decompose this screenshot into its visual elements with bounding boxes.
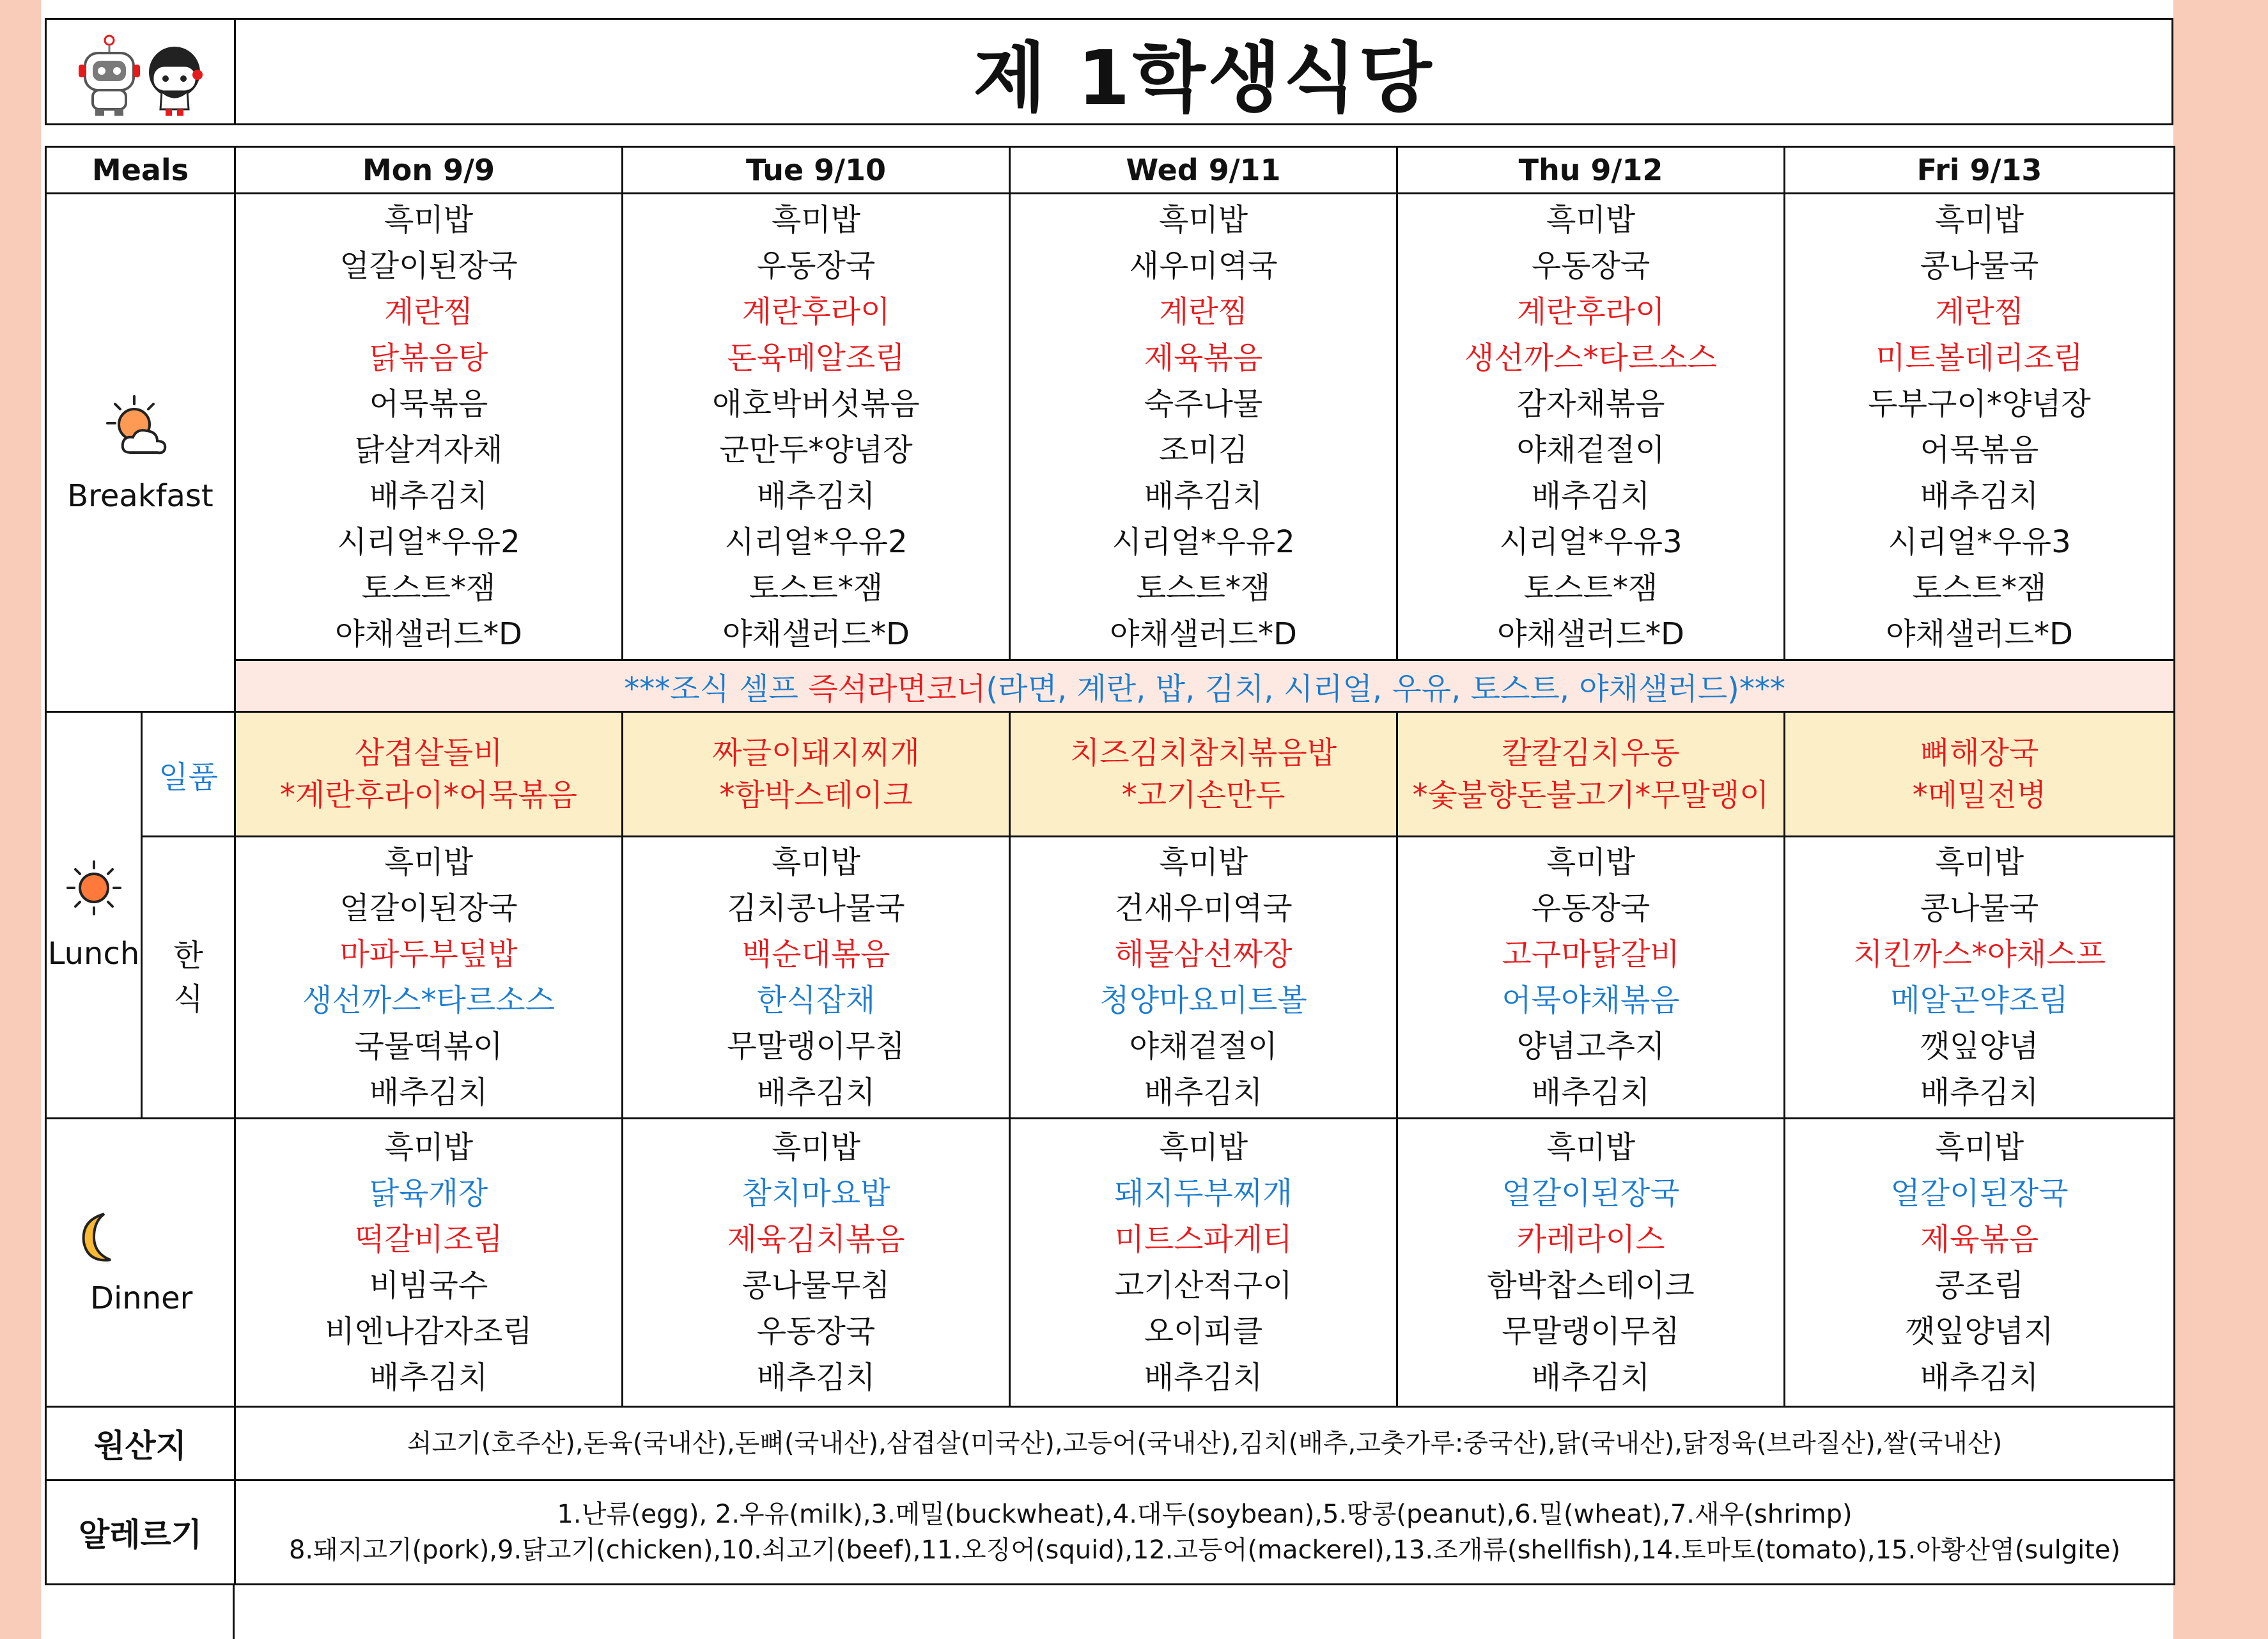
hansik-thu <box>1397 837 1785 1119</box>
dish-item: 청양마요미트볼 <box>1099 983 1307 1018</box>
dish-item: 얼갈이된장국 <box>1890 1176 2069 1211</box>
breakfast-label: Breakfast <box>67 478 214 514</box>
dish-item: 돈육메알조림 <box>727 339 905 376</box>
dish-item: 흑미밥 <box>1934 1130 2024 1165</box>
dish-item: 흑미밥 <box>771 1130 861 1165</box>
dish-item: 흑미밥 <box>1158 201 1248 238</box>
dish-item: 생선까스*타르소스 <box>302 983 555 1018</box>
breakfast-row <box>46 194 2175 660</box>
allergy-line-1: 1.난류(egg), 2.우유(milk),3.메밀(buckwheat),4.대두(soybean),5.땅콩(peanut),6.밀(wheat),7.새우(shrimp) <box>557 1500 1852 1529</box>
dish-item: 계란찜 <box>1934 293 2024 330</box>
dish-item: 흑미밥 <box>1934 844 2024 880</box>
dish-item: 콩나물국 <box>1920 890 2039 926</box>
dish-item: 비엔나감자조림 <box>325 1314 532 1349</box>
lunch-label-cell <box>46 712 142 1119</box>
dish-item: 배추김치 <box>756 1075 876 1110</box>
dish-item: 제육볶음 <box>1920 1222 2039 1257</box>
hansik-label <box>142 837 235 1119</box>
header-row <box>46 147 2175 194</box>
dish-item: 계란찜 <box>1158 293 1248 330</box>
dish-item: 군만두*양념장 <box>719 431 913 468</box>
allergy-row <box>46 1480 2175 1585</box>
dish-item: 시리얼*우유3 <box>1888 524 2071 560</box>
dish-item: 배추김치 <box>1920 478 2039 514</box>
dish-item: 배추김치 <box>369 1075 488 1110</box>
dish-item: 야채겉절이 <box>1129 1029 1278 1064</box>
dish-item: 카레라이스 <box>1516 1222 1665 1257</box>
mascot-logo <box>47 20 236 123</box>
dish-item: 흑미밥 <box>1158 844 1248 880</box>
dish-item: 야채샐러드*D <box>722 616 910 652</box>
allergy-line-2: 8.돼지고기(pork),9.닭고기(chicken),10.쇠고기(beef),11.오징어(squid),12.고등어(mackerel),13.조개류(shellfish),14.토마토(tomato),15.아황산염(sulgite) <box>288 1535 2121 1565</box>
dish-item: 흑미밥 <box>1546 1130 1636 1165</box>
ilpum-dish: *메밀전병 <box>1912 777 2047 813</box>
dish-item: 백순대볶음 <box>742 936 890 972</box>
dish-item: 어묵볶음 <box>369 385 488 422</box>
dish-item: 제육김치볶음 <box>727 1222 905 1257</box>
lunch-label: Lunch <box>47 935 140 972</box>
breakfast-wed <box>1010 194 1397 660</box>
dinner-row <box>46 1119 2175 1407</box>
dish-item: 흑미밥 <box>1546 844 1636 880</box>
dish-item: 감자채볶음 <box>1516 385 1665 422</box>
dish-item: 야채샐러드*D <box>1886 616 2073 652</box>
dish-item: 생선까스*타르소스 <box>1464 339 1717 376</box>
dinner-label: Dinner <box>90 1280 193 1316</box>
dish-item: 메알곤약조림 <box>1890 983 2069 1018</box>
lunch-hansik-row <box>46 837 2175 1119</box>
dish-item: 국물떡볶이 <box>354 1029 503 1064</box>
dish-item: 무말랭이무침 <box>1502 1314 1680 1349</box>
page-title: 제 1학생식당 <box>973 34 1434 122</box>
dish-item: 한식잡채 <box>756 983 876 1018</box>
meals-header: Meals <box>46 147 235 194</box>
breakfast-thu <box>1397 194 1785 660</box>
allergy-label: 알레르기 <box>46 1480 235 1585</box>
dish-item: 치킨까스*야채스프 <box>1853 936 2106 972</box>
dish-item: 토스트*잼 <box>1912 570 2047 606</box>
dish-item: 야채샐러드*D <box>335 616 522 652</box>
dish-item: 어묵야채볶음 <box>1502 983 1680 1018</box>
dish-item: 토스트*잼 <box>361 570 496 606</box>
moon-icon <box>72 1209 123 1266</box>
dish-item: 돼지두부찌개 <box>1114 1176 1293 1211</box>
dish-item: 배추김치 <box>369 478 488 514</box>
dish-item: 야채샐러드*D <box>1497 616 1684 652</box>
dish-item: 우동장국 <box>756 1314 876 1349</box>
day-header-tue: Tue 9/10 <box>623 147 1010 194</box>
ilpum-dish: *숯불향돈불고기*무말랭이 <box>1412 777 1769 813</box>
lunch-ilpum-row <box>46 712 2175 837</box>
dish-item: 시리얼*우유3 <box>1499 524 1682 560</box>
dish-item: 숙주나물 <box>1144 385 1263 422</box>
ilpum-dish: 뼈해장국 <box>1920 735 2039 771</box>
ilpum-fri <box>1785 712 2175 837</box>
breakfast-banner-row <box>46 660 2175 712</box>
dish-item: 닭볶음탕 <box>369 339 488 376</box>
dish-item: 토스트*잼 <box>749 570 883 606</box>
ilpum-mon <box>235 712 623 837</box>
bottom-divider <box>233 1585 235 1639</box>
dish-item: 우동장국 <box>1531 247 1651 284</box>
breakfast-label-cell <box>46 194 235 712</box>
dish-item: 배추김치 <box>756 478 876 514</box>
dish-item: 배추김치 <box>1920 1360 2039 1395</box>
dish-item: 얼갈이된장국 <box>339 890 518 926</box>
breakfast-fri <box>1785 194 2175 660</box>
dish-item: 얼갈이된장국 <box>1502 1176 1680 1211</box>
dish-item: 배추김치 <box>756 1360 876 1395</box>
dish-item: 배추김치 <box>369 1360 488 1395</box>
dish-item: 어묵볶음 <box>1920 431 2039 468</box>
dish-item: 조미김 <box>1158 431 1248 468</box>
dish-item: 배추김치 <box>1144 1360 1263 1395</box>
ilpum-dish: 짜글이돼지찌개 <box>712 735 920 771</box>
dish-item: 미트스파게티 <box>1114 1222 1293 1257</box>
dish-item: 양념고추지 <box>1516 1029 1665 1064</box>
dinner-tue <box>623 1119 1010 1407</box>
origin-text: 쇠고기(호주산),돈육(국내산),돈뼈(국내산),삼겹살(미국산),고등어(국내산),김치(배추,고춧가루:중국산),닭(국내산),닭정육(브라질산),쌀(국내산) <box>235 1407 2175 1480</box>
breakfast-mon <box>235 194 623 660</box>
ilpum-dish: *고기손만두 <box>1121 777 1285 813</box>
day-header-fri: Fri 9/13 <box>1785 147 2175 194</box>
dish-item: 시리얼*우유2 <box>337 524 520 560</box>
ilpum-dish: 치즈김치참치볶음밥 <box>1069 735 1337 771</box>
dish-item: 두부구이*양념장 <box>1868 385 2091 422</box>
day-header-thu: Thu 9/12 <box>1397 147 1785 194</box>
day-header-mon: Mon 9/9 <box>235 147 623 194</box>
dish-item: 우동장국 <box>756 247 876 284</box>
ilpum-label: 일품 <box>142 712 235 837</box>
ilpum-dish: *계란후라이*어묵볶음 <box>279 777 578 813</box>
dish-item: 배추김치 <box>1920 1075 2039 1110</box>
dish-item: 무말랭이무침 <box>727 1029 905 1064</box>
banner-text-3: (라면, 계란, 밥, 김치, 시리얼, 우유, 토스트, 야채샐러드)*** <box>986 671 1785 707</box>
header-box <box>45 18 2173 125</box>
dish-item: 깻잎양념 <box>1920 1029 2039 1064</box>
dish-item: 배추김치 <box>1144 1075 1263 1110</box>
dish-item: 얼갈이된장국 <box>339 247 518 284</box>
ilpum-wed <box>1010 712 1397 837</box>
dish-item: 새우미역국 <box>1129 247 1278 284</box>
dish-item: 배추김치 <box>1531 1075 1651 1110</box>
origin-row <box>46 1407 2175 1480</box>
dish-item: 우동장국 <box>1531 890 1651 926</box>
dish-item: 고기산적구이 <box>1114 1268 1293 1303</box>
dinner-label-cell <box>46 1119 235 1407</box>
banner-text-1: ***조식 셀프 <box>624 671 809 707</box>
dish-item: 토스트*잼 <box>1136 570 1271 606</box>
ilpum-dish: *함박스테이크 <box>719 777 913 813</box>
dish-item: 콩나물국 <box>1920 247 2039 284</box>
dish-item: 토스트*잼 <box>1523 570 1658 606</box>
dish-item: 계란후라이 <box>1516 293 1665 330</box>
ilpum-thu <box>1397 712 1785 837</box>
dinner-wed <box>1010 1119 1397 1407</box>
dinner-fri <box>1785 1119 2175 1407</box>
dish-item: 참치마요밥 <box>742 1176 890 1211</box>
mascot-icon <box>47 20 232 122</box>
dish-item: 깻잎양념지 <box>1905 1314 2054 1349</box>
hansik-label-text: 한 식 <box>173 938 203 1017</box>
dish-item: 야채겉절이 <box>1516 431 1665 468</box>
dish-item: 제육볶음 <box>1144 339 1263 376</box>
dish-item: 야채샐러드*D <box>1110 616 1297 652</box>
breakfast-banner <box>235 660 2175 712</box>
dish-item: 애호박버섯볶음 <box>712 385 920 422</box>
dish-item: 닭육개장 <box>369 1176 488 1211</box>
dish-item: 계란후라이 <box>742 293 890 330</box>
dish-item: 비빔국수 <box>369 1268 488 1303</box>
ilpum-tue <box>623 712 1010 837</box>
dish-item: 배추김치 <box>1531 478 1651 514</box>
dish-item: 배추김치 <box>1144 478 1263 514</box>
dish-item: 흑미밥 <box>771 201 861 238</box>
dish-item: 배추김치 <box>1531 1360 1651 1395</box>
dish-item: 흑미밥 <box>384 1130 474 1165</box>
breakfast-tue <box>623 194 1010 660</box>
dish-item: 흑미밥 <box>384 844 474 880</box>
dish-item: 콩조림 <box>1934 1268 2024 1303</box>
banner-text-2: 즉석라면코너 <box>808 671 986 707</box>
dish-item: 콩나물무침 <box>742 1268 890 1303</box>
dish-item: 떡갈비조림 <box>354 1222 503 1257</box>
allergy-text <box>235 1480 2175 1585</box>
hansik-fri <box>1785 837 2175 1119</box>
sun-icon <box>65 859 123 917</box>
dish-item: 닭살겨자채 <box>354 431 503 468</box>
dish-item: 시리얼*우유2 <box>724 524 908 560</box>
dinner-thu <box>1397 1119 1785 1407</box>
ilpum-dish: 삼겹살돌비 <box>354 735 503 771</box>
dish-item: 흑미밥 <box>771 844 861 880</box>
hansik-tue <box>623 837 1010 1119</box>
left-border <box>0 0 41 1639</box>
hansik-mon <box>235 837 623 1119</box>
sun-cloud-icon <box>102 391 179 462</box>
dish-item: 오이피클 <box>1144 1314 1263 1349</box>
dish-item: 흑미밥 <box>384 201 474 238</box>
dish-item: 흑미밥 <box>1546 201 1636 238</box>
dish-item: 함박찹스테이크 <box>1487 1268 1695 1303</box>
menu-table <box>45 146 2175 1585</box>
dish-item: 김치콩나물국 <box>727 890 905 926</box>
dish-item: 미트볼데리조림 <box>1876 339 2083 376</box>
dish-item: 시리얼*우유2 <box>1112 524 1295 560</box>
origin-label: 원산지 <box>46 1407 235 1480</box>
dish-item: 건새우미역국 <box>1114 890 1293 926</box>
dish-item: 고구마닭갈비 <box>1502 936 1680 972</box>
dish-item: 계란찜 <box>384 293 474 330</box>
dish-item: 흑미밥 <box>1934 201 2024 238</box>
dish-item: 해물삼선짜장 <box>1114 936 1293 972</box>
dish-item: 마파두부덮밥 <box>339 936 518 972</box>
hansik-wed <box>1010 837 1397 1119</box>
dish-item: 흑미밥 <box>1158 1130 1248 1165</box>
dinner-mon <box>235 1119 623 1407</box>
ilpum-dish: 칼칼김치우동 <box>1502 735 1680 771</box>
day-header-wed: Wed 9/11 <box>1010 147 1397 194</box>
